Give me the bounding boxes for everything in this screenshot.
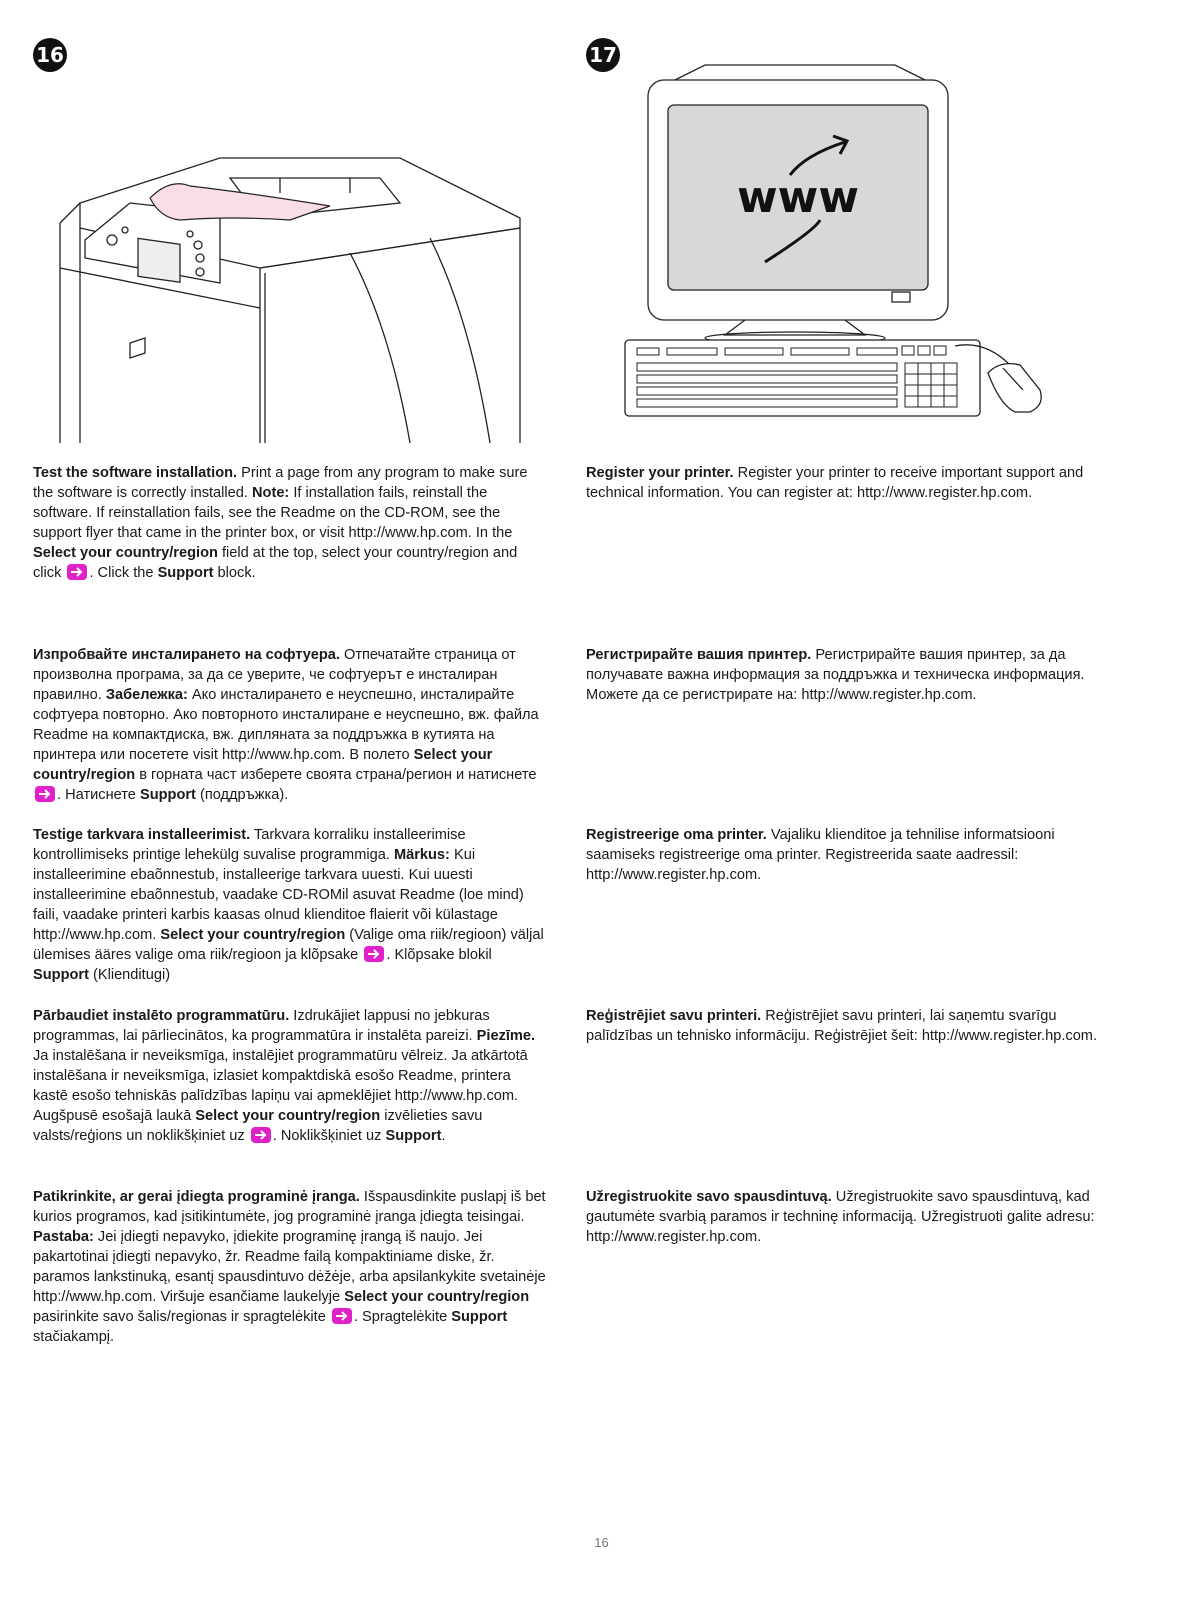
body-text: . Klõpsake blokil bbox=[386, 947, 492, 963]
page-number: 16 bbox=[594, 1535, 609, 1550]
note-label: Piezīme. bbox=[476, 1028, 536, 1044]
body-text: izvēlieties savu valsts/reģions un noklikšķiniet uz bbox=[33, 1108, 483, 1144]
section-en-test-software bbox=[33, 463, 548, 583]
paragraph bbox=[586, 1187, 1101, 1247]
paragraph bbox=[33, 645, 548, 805]
body-text: Register your printer to receive important support and technical information. You can register at: http://www.register.hp.com. bbox=[586, 465, 1084, 501]
body-text: Vajaliku klienditoe ja tehnilise informatsiooni saamiseks registreerige oma printer. Registreerida saate aadressil: http://www.register.hp.com. bbox=[586, 827, 1055, 883]
arrow-right-icon bbox=[332, 1308, 352, 1324]
body-text: field at the top, select your country/region and click bbox=[33, 545, 518, 581]
body-text: Izdrukājiet lappusi no jebkuras programmas, lai pārliecinātos, ka programmatūra ir instalēta pareizi. bbox=[33, 1008, 490, 1044]
section-title: Patikrinkite, ar gerai įdiegta programinė įranga. bbox=[33, 1189, 360, 1205]
body-text: Tarkvara korraliku installeerimise kontrollimiseks printige lehekülg suvalise programmiga. bbox=[33, 827, 466, 863]
section-bg-register bbox=[586, 645, 1101, 705]
body-text: Ако инсталирането е неуспешно, инсталирайте софтуера повторно. Ако повторното инсталиране е неуспешно, вж. файла Readme на компактдиска, вж. дипляната за поддръжка в кутията на принтера или посетете visit http://www.hp.com. В полето bbox=[33, 687, 539, 763]
paragraph bbox=[586, 645, 1101, 705]
section-title: Register your printer. bbox=[586, 465, 734, 481]
body-text: If installation fails, reinstall the software. If reinstallation fails, see the Readme on the CD-ROM, see the support flyer that came in the printer box, or visit http://www.hp.com. In the bbox=[33, 485, 513, 541]
body-text: . bbox=[441, 1128, 446, 1144]
body-text: Регистрирайте вашия принтер, за да получавате важна информация за поддръжка и техническа информация. Можете да се регистрирате на: http://www.register.hp.com. bbox=[586, 647, 1085, 703]
paragraph bbox=[33, 825, 548, 985]
right-column bbox=[586, 0, 1101, 1600]
section-title: Pārbaudiet instalēto programmatūru. bbox=[33, 1008, 290, 1024]
section-lt-test-software bbox=[33, 1187, 548, 1347]
section-title: Test the software installation. bbox=[33, 465, 238, 481]
section-lv-test-software bbox=[33, 1006, 548, 1146]
arrow-right-icon bbox=[364, 946, 384, 962]
body-text: . Spragtelėkite bbox=[353, 1309, 452, 1325]
body-text: Jei įdiegti nepavyko, įdiekite programinę įrangą iš naujo. Jei pakartotinai įdiegti nepavyko, žr. Readme failą kompaktiniame diske, žr. paramos lankstinuką, esantį spausdintuvo dėžėje, arba apsilankykite svetainėje http://www.hp.com. Viršuje esančiame laukelyje bbox=[33, 1229, 546, 1305]
body-text: Отпечатайте страница от произволна програма, за да се уверите, че софтуерът е инсталиран правилно. bbox=[33, 647, 516, 703]
support-label: Support bbox=[385, 1128, 442, 1144]
arrow-right-icon bbox=[67, 564, 87, 580]
body-text: (поддръжка). bbox=[195, 787, 289, 803]
body-text: stačiakampį. bbox=[33, 1329, 115, 1345]
section-et-register bbox=[586, 825, 1101, 885]
www-text: www bbox=[737, 172, 859, 223]
select-country-label: Select your country/region bbox=[33, 747, 493, 783]
note-label: Забележка: bbox=[105, 687, 188, 703]
arrow-right-icon bbox=[35, 786, 55, 802]
section-et-test-software bbox=[33, 825, 548, 985]
body-text: (Klienditugi) bbox=[88, 967, 171, 983]
section-title: Registreerige oma printer. bbox=[586, 827, 767, 843]
step-number-17: 17 bbox=[586, 38, 620, 72]
paragraph bbox=[33, 1006, 548, 1146]
body-text: Užregistruokite savo spausdintuvą, kad gautumėte svarbią paramos ir techninę informaciją. Užregistruoti galite adresu: http://www.register.hp.com. bbox=[586, 1189, 1095, 1245]
support-label: Support bbox=[451, 1309, 508, 1325]
select-country-label: Select your country/region bbox=[33, 545, 218, 561]
body-text: pasirinkite savo šalis/regionas ir spragtelėkite bbox=[33, 1309, 330, 1325]
select-country-label: Select your country/region bbox=[195, 1108, 381, 1124]
section-en-register bbox=[586, 463, 1101, 503]
step-number-16: 16 bbox=[33, 38, 67, 72]
paragraph bbox=[33, 1187, 548, 1347]
paragraph bbox=[33, 463, 548, 583]
section-title: Testige tarkvara installeerimist. bbox=[33, 827, 251, 843]
section-title: Изпробвайте инсталирането на софтуера. bbox=[33, 647, 340, 663]
body-text: (Valige oma riik/regioon) väljal ülemises ääres valige oma riik/regioon ja klõpsake bbox=[33, 927, 544, 963]
body-text: Ja instalēšana ir neveiksmīga, instalējiet programmatūru vēlreiz. Ja atkārtotā instalēšana ir neveiksmīga, izlasiet kompaktdiskā esošo Readme, printera kastē esošo tehniskās palīdzības lapiņu vai apmeklējiet http://www.hp.com. Augšpusē esošajā laukā bbox=[33, 1048, 528, 1124]
section-title: Užregistruokite savo spausdintuvą. bbox=[586, 1189, 832, 1205]
note-label: Note: bbox=[252, 485, 290, 501]
select-country-label: Select your country/region bbox=[160, 927, 346, 943]
body-text: . Noklikšķiniet uz bbox=[272, 1128, 386, 1144]
support-label: Support bbox=[139, 787, 196, 803]
body-text: Print a page from any program to make sure the software is correctly installed. bbox=[33, 465, 528, 501]
body-text: . Click the bbox=[89, 565, 158, 581]
section-title: Регистрирайте вашия принтер. bbox=[586, 647, 812, 663]
left-column bbox=[33, 0, 548, 1600]
section-lv-register bbox=[586, 1006, 1101, 1046]
support-label: Support bbox=[33, 967, 89, 983]
paragraph bbox=[586, 1006, 1101, 1046]
body-text: . Натиснете bbox=[57, 787, 140, 803]
support-label: Support bbox=[157, 565, 214, 581]
section-lt-register bbox=[586, 1187, 1101, 1247]
body-text: Reģistrējiet savu printeri, lai saņemtu svarīgu palīdzības un tehnisko informāciju. Reģistrējiet šeit: http://www.register.hp.com. bbox=[586, 1008, 1098, 1044]
section-title: Reģistrējiet savu printeri. bbox=[586, 1008, 762, 1024]
body-text: block. bbox=[213, 565, 256, 581]
body-text: в горната част изберете своята страна/регион и натиснете bbox=[135, 767, 537, 783]
arrow-right-icon bbox=[251, 1127, 271, 1143]
section-bg-test-software bbox=[33, 645, 548, 805]
paragraph bbox=[586, 463, 1101, 503]
body-text: Išspausdinkite puslapį iš bet kurios programos, kad įsitikintumėte, jog programinė įranga įdiegta teisingai. bbox=[33, 1189, 546, 1225]
note-label: Märkus: bbox=[393, 847, 450, 863]
body-text: Kui installeerimine ebaõnnestub, installeerige tarkvara uuesti. Kui uuesti installeerimine ebaõnnestub, vaadake CD-ROMil asuvat Readme (loe mind) faili, vaadake printeri karbis kaasas olnud klienditoe flaierit või külastage http://www.hp.com. bbox=[33, 847, 524, 943]
select-country-label: Select your country/region bbox=[344, 1289, 530, 1305]
paragraph bbox=[586, 825, 1101, 885]
note-label: Pastaba: bbox=[33, 1229, 94, 1245]
